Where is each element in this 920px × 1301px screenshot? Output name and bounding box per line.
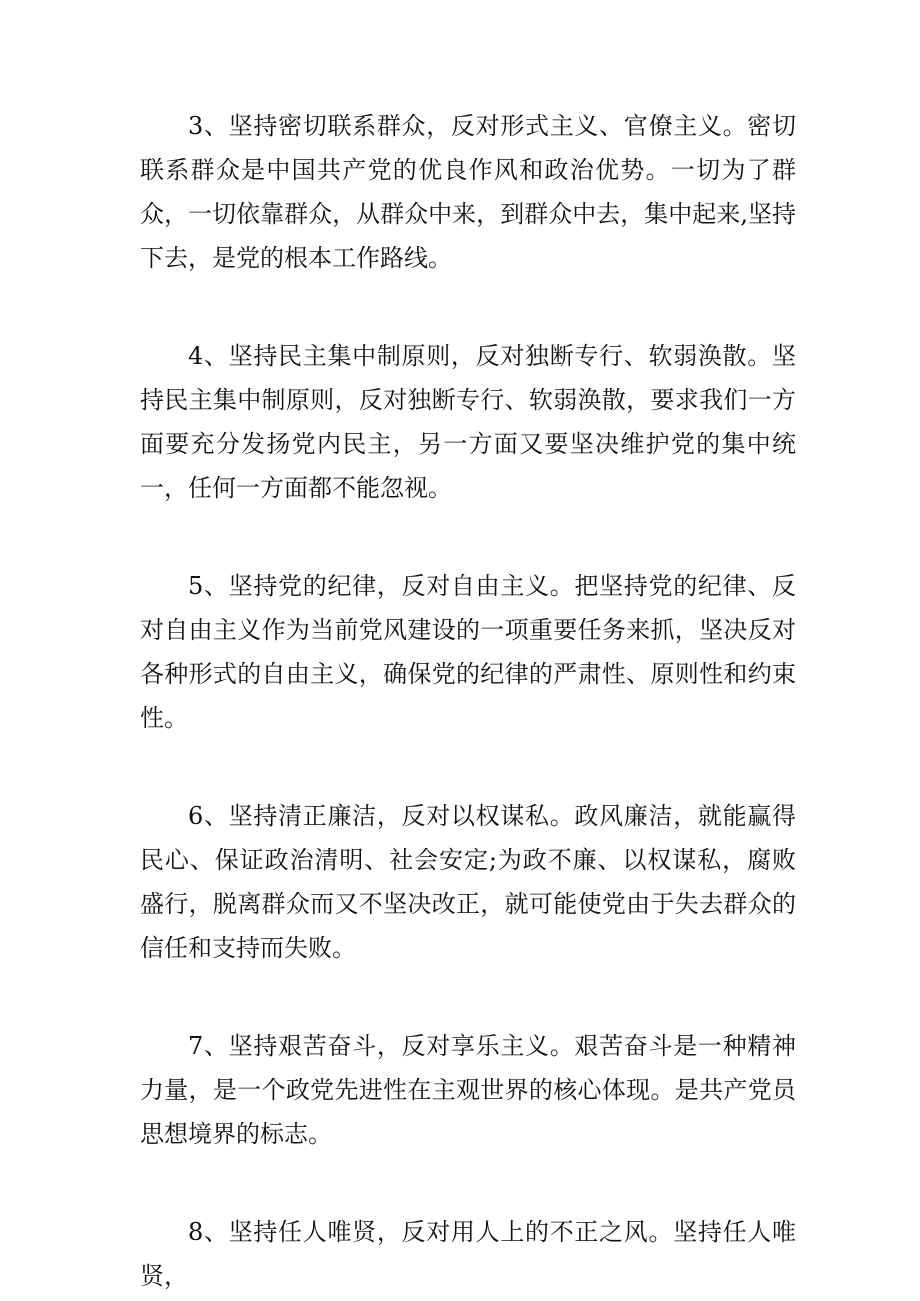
paragraph-8: 8、坚持任人唯贤，反对用人上的不正之风。坚持任人唯贤， <box>140 1218 796 1290</box>
paragraph-3: 3、坚持密切联系群众，反对形式主义、官僚主义。密切联系群众是中国共产党的优良作风和政治优势。一切为了群众，一切依靠群众，从群众中来，到群众中去，集中起来,坚持下去，是党的根本工作路线。 <box>140 112 796 272</box>
paragraph-5: 5、坚持党的纪律，反对自由主义。把坚持党的纪律、反对自由主义作为当前党风建设的一项重要任务来抓，坚决反对各种形式的自由主义，确保党的纪律的严肃性、原则性和约束性。 <box>140 572 796 732</box>
paragraph-6: 6、坚持清正廉洁，反对以权谋私。政风廉洁，就能赢得民心、保证政治清明、社会安定;为政不廉、以权谋私，腐败盛行，脱离群众而又不坚决改正，就可能使党由于失去群众的信任和支持而失败。 <box>140 802 796 962</box>
paragraph-4: 4、坚持民主集中制原则，反对独断专行、软弱涣散。坚持民主集中制原则，反对独断专行、软弱涣散，要求我们一方面要充分发扬党内民主，另一方面又要坚决维护党的集中统一，任何一方面都不能忽视。 <box>140 342 796 502</box>
paragraph-7: 7、坚持艰苦奋斗，反对享乐主义。艰苦奋斗是一种精神力量，是一个政党先进性在主观世界的核心体现。是共产党员思想境界的标志。 <box>140 1032 796 1148</box>
document-body <box>140 104 796 1298</box>
